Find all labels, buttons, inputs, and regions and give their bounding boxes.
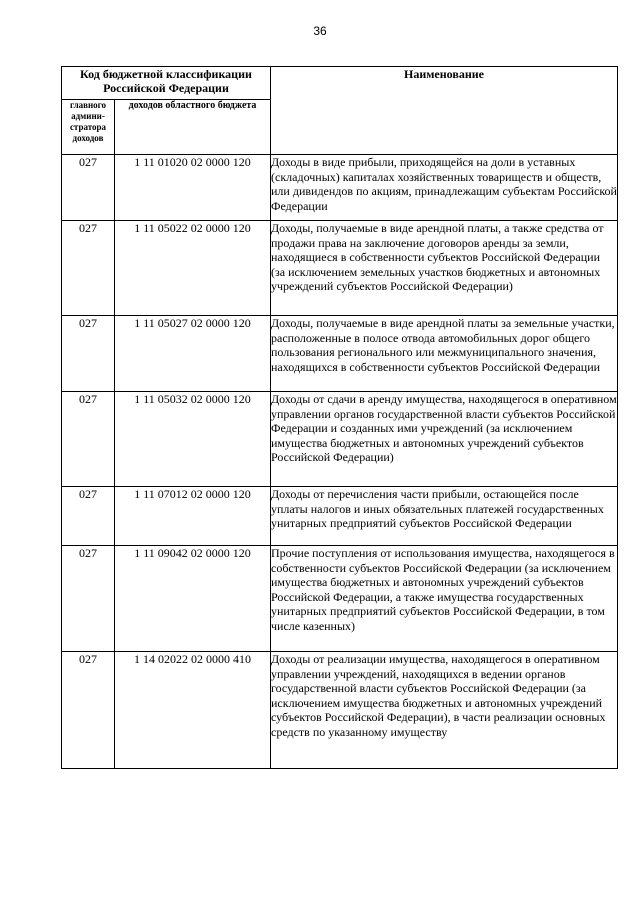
table-row [62, 221, 618, 316]
table-row [62, 546, 618, 652]
income-code-cell: 1 11 05032 02 0000 120 [115, 392, 271, 487]
income-code-cell: 1 11 07012 02 0000 120 [115, 487, 271, 546]
admin-code-cell: 027 [62, 392, 115, 487]
admin-column-header: главного админи-стратора доходов [62, 100, 115, 155]
income-name-cell: Доходы от реализации имущества, находящегося в оперативном управлении учреждений, находящихся в ведении органов государственной власти субъектов Российской Федерации (за исключением имущества бюджетных и автономных учреждений субъектов Российской Федерации), в части реализации основных средств по указанному имуществу [271, 652, 618, 769]
income-code-cell: 1 11 05027 02 0000 120 [115, 316, 271, 392]
table-row [62, 652, 618, 769]
budget-classification-table [61, 66, 618, 769]
table-row [62, 155, 618, 221]
table-row [62, 392, 618, 487]
income-name-cell: Доходы от сдачи в аренду имущества, находящегося в оперативном управлении органов государственной власти субъектов Российской Федерации и созданных ими учреждений (за исключением имущества бюджетных и автономных учреждений субъектов Российской Федерации) [271, 392, 618, 487]
page-number: 36 [313, 24, 327, 38]
admin-code-cell: 027 [62, 221, 115, 316]
income-name-cell: Доходы, получаемые в виде арендной платы, а также средства от продажи права на заключение договоров аренды за земли, находящиеся в собственности субъектов Российской Федерации (за исключением земельных участков бюджетных и автономных учреждений субъектов Российской Федерации) [271, 221, 618, 316]
admin-code-cell: 027 [62, 316, 115, 392]
income-name-cell: Доходы от перечисления части прибыли, остающейся после уплаты налогов и иных обязательных платежей государственных унитарных предприятий субъектов Российской Федерации [271, 487, 618, 546]
income-code-cell: 1 14 02022 02 0000 410 [115, 652, 271, 769]
income-code-cell: 1 11 09042 02 0000 120 [115, 546, 271, 652]
code-group-header: Код бюджетной классификации Российской Федерации [62, 67, 271, 100]
income-code-cell: 1 11 05022 02 0000 120 [115, 221, 271, 316]
income-name-cell: Прочие поступления от использования имущества, находящегося в собственности субъектов Российской Федерации (за исключением имущества бюджетных и автономных учреждений субъектов Российской Федерации, а также имущества государственных унитарных предприятий субъектов Российской Федерации, в том числе казенных) [271, 546, 618, 652]
income-name-cell: Доходы, получаемые в виде арендной платы за земельные участки, расположенные в полосе отвода автомобильных дорог общего пользования регионального или межмуниципального значения, находящихся в собственности субъектов Российской Федерации [271, 316, 618, 392]
admin-code-cell: 027 [62, 652, 115, 769]
admin-code-cell: 027 [62, 487, 115, 546]
admin-code-cell: 027 [62, 155, 115, 221]
income-column-header: доходов областного бюджета [115, 100, 271, 155]
admin-code-cell: 027 [62, 546, 115, 652]
table-row [62, 487, 618, 546]
income-code-cell: 1 11 01020 02 0000 120 [115, 155, 271, 221]
name-column-header: Наименование [271, 67, 618, 155]
income-name-cell: Доходы в виде прибыли, приходящейся на доли в уставных (складочных) капиталах хозяйственных товариществ и обществ, или дивидендов по акциям, принадлежащим субъектам Российской Федерации [271, 155, 618, 221]
table-row [62, 316, 618, 392]
